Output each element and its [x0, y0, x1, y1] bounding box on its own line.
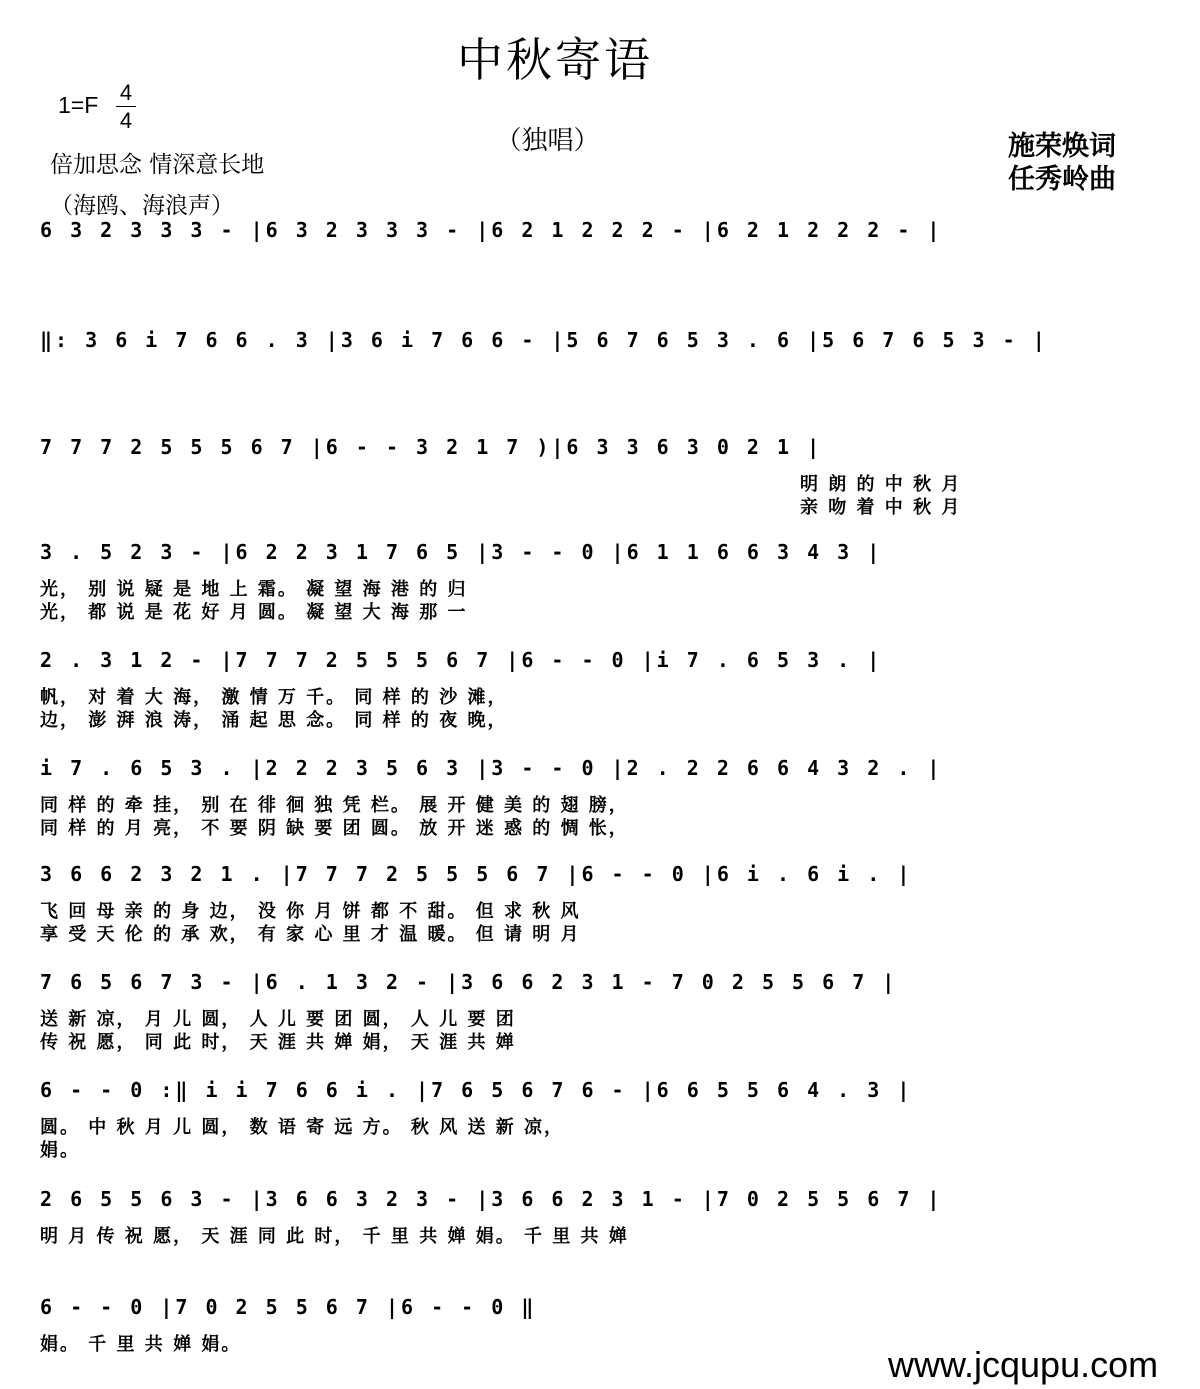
notation-line: 6 - - 0 :‖ i i 7 6 6 i . |7 6 5 6 7 6 - |6 6 5 5 6 4 . 3 |	[40, 1078, 913, 1102]
lyric-line-verse-2: 传 祝 愿， 同 此 时， 天 涯 共 婵 娟， 天 涯 共 婵	[40, 1032, 516, 1053]
lyric-line-verse-1: 飞 回 母 亲 的 身 边， 没 你 月 饼 都 不 甜。 但 求 秋 风	[40, 901, 581, 922]
notation-line: ‖: 3 6 i 7 6 6 . 3 |3 6 i 7 6 6 - |5 6 7 6 5 3 . 6 |5 6 7 6 5 3 - |	[40, 328, 1048, 352]
lyric-line-verse-1: 娟。 千 里 共 婵 娟。	[40, 1334, 242, 1355]
lyric-line-verse-2: 娟。	[40, 1140, 80, 1161]
time-signature-bottom: 4	[119, 108, 133, 133]
lyric-line-verse-1: 帆， 对 着 大 海， 激 情 万 千。 同 样 的 沙 滩，	[40, 687, 508, 708]
notation-line: 7 7 7 2 5 5 5 6 7 |6 - - 3 2 1 7 )|6 3 3 6 3 0 2 1 |	[40, 435, 823, 459]
lyric-line-verse-1: 送 新 凉， 月 儿 圆， 人 儿 要 团 圆， 人 儿 要 团	[40, 1009, 516, 1030]
key-signature: 1=F	[58, 92, 99, 118]
lyric-line-verse-2: 边， 澎 湃 浪 涛， 涌 起 思 念。 同 样 的 夜 晚，	[40, 710, 508, 731]
lyric-line-verse-2: 亲 吻 着 中 秋 月	[800, 497, 962, 518]
lyric-line-verse-1: 明 朗 的 中 秋 月	[800, 474, 962, 495]
lyric-line-verse-1: 圆。 中 秋 月 儿 圆， 数 语 寄 远 方。 秋 风 送 新 凉，	[40, 1117, 564, 1138]
lyric-line-verse-1: 光， 别 说 疑 是 地 上 霜。 凝 望 海 港 的 归	[40, 579, 468, 600]
lyric-line-verse-2: 光， 都 说 是 花 好 月 圆。 凝 望 大 海 那 一	[40, 602, 468, 623]
notation-line: 2 . 3 1 2 - |7 7 7 2 5 5 5 6 7 |6 - - 0 |i 7 . 6 5 3 . |	[40, 648, 883, 672]
lyric-line-verse-2: 同 样 的 月 亮， 不 要 阴 缺 要 团 圆。 放 开 迷 惑 的 惆 怅，	[40, 818, 629, 839]
website-watermark: www.jcqupu.com	[888, 1344, 1159, 1385]
notation-line: 7 6 5 6 7 3 - |6 . 1 3 2 - |3 6 6 2 3 1 - 7 0 2 5 5 6 7 |	[40, 970, 898, 994]
credits	[1008, 130, 1116, 196]
sound-effects-note: （海鸥、海浪声）	[50, 193, 234, 219]
notation-line: 6 - - 0 |7 0 2 5 5 6 7 |6 - - 0 ‖	[40, 1295, 537, 1319]
composer-credit: 任秀岭曲	[1008, 164, 1116, 195]
score-subtitle: （独唱）	[495, 126, 600, 156]
lyric-line-verse-1: 同 样 的 牵 挂， 别 在 徘 徊 独 凭 栏。 展 开 健 美 的 翅 膀，	[40, 795, 629, 816]
notation-line: i 7 . 6 5 3 . |2 2 2 3 5 6 3 |3 - - 0 |2 . 2 2 6 6 4 3 2 . |	[40, 756, 943, 780]
lyricist-credit: 施荣焕词	[1008, 131, 1116, 162]
notation-line: 2 6 5 5 6 3 - |3 6 6 3 2 3 - |3 6 6 2 3 1 - |7 0 2 5 5 6 7 |	[40, 1187, 943, 1211]
score-title: 中秋寄语	[457, 33, 653, 87]
notation-line: 6 3 2 3 3 3 - |6 3 2 3 3 3 - |6 2 1 2 2 2 - |6 2 1 2 2 2 - |	[40, 218, 943, 242]
time-signature-top: 4	[119, 80, 133, 105]
lyric-line-verse-2: 享 受 天 伦 的 承 欢， 有 家 心 里 才 温 暖。 但 请 明 月	[40, 924, 581, 945]
notation-line: 3 6 6 2 3 2 1 . |7 7 7 2 5 5 5 6 7 |6 - - 0 |6 i . 6 i . |	[40, 862, 913, 886]
time-signature	[116, 80, 136, 133]
notation-line: 3 . 5 2 3 - |6 2 2 3 1 7 6 5 |3 - - 0 |6 1 1 6 6 3 4 3 |	[40, 540, 883, 564]
time-signature-divider	[116, 106, 136, 107]
lyric-line-verse-1: 明 月 传 祝 愿， 天 涯 同 此 时， 千 里 共 婵 娟。 千 里 共 婵	[40, 1226, 629, 1247]
expression-mark: 倍加思念 情深意长地	[50, 152, 265, 178]
